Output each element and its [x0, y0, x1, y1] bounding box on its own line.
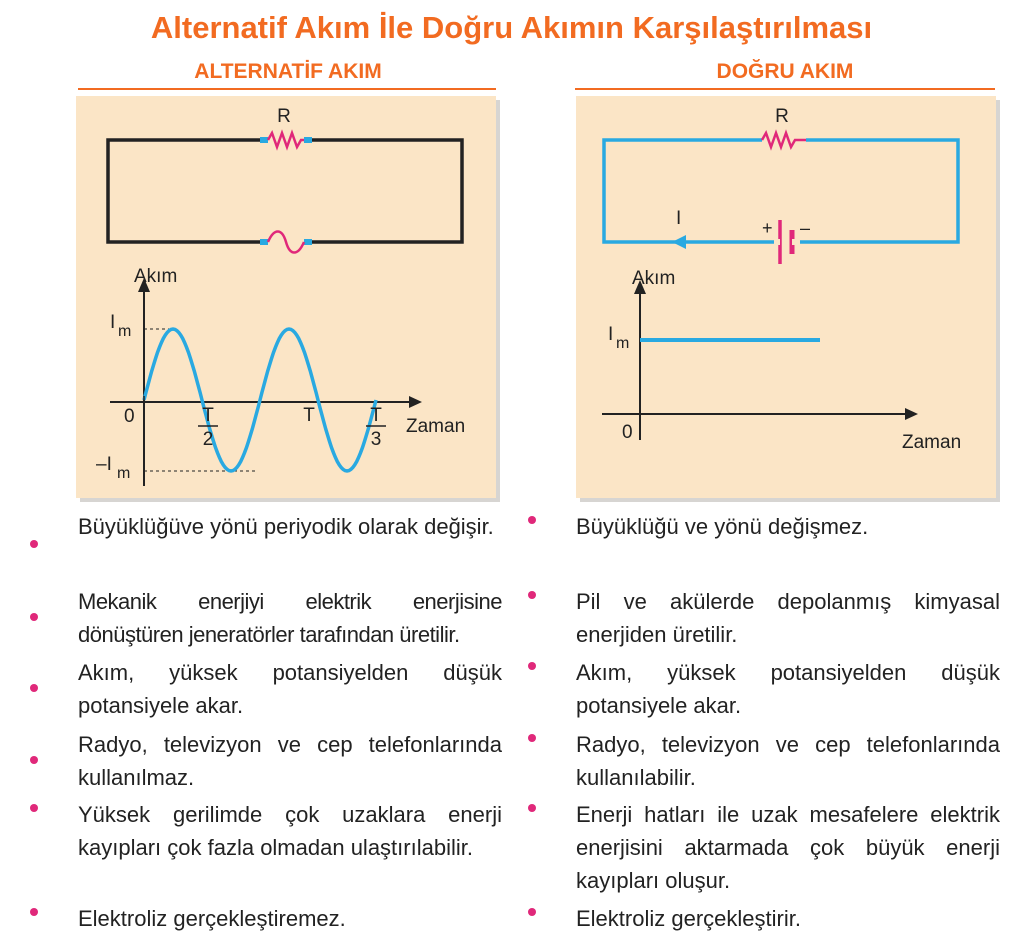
ac-source-icon — [268, 232, 304, 253]
ac-diagram — [76, 96, 496, 498]
ac-origin-label: 0 — [124, 406, 135, 427]
ac-resistor-label: R — [277, 106, 291, 127]
ac-tick-t-third-num: T — [370, 405, 382, 426]
bullet-icon — [30, 684, 38, 692]
dc-heading: DOĞRU AKIM — [716, 60, 854, 83]
ac-neg-im-subscript: m — [117, 465, 131, 482]
ac-source-terminal — [304, 239, 312, 245]
dc-point-text: Radyo, televizyon ve cep telefonlarında kullanılabilir. — [576, 732, 1000, 790]
dc-point-text: Akım, yüksek potansiyelden düşük potansiyele akar. — [576, 660, 1000, 718]
ac-tick-t-third-den: 3 — [370, 429, 382, 450]
dc-graph — [602, 268, 961, 453]
ac-neg-im-label: –I — [96, 454, 112, 475]
dc-current-label: I — [676, 208, 682, 229]
dc-point-text: Elektroliz gerçekleştirir. — [576, 906, 801, 931]
dc-diagram — [576, 96, 996, 498]
ac-circuit — [108, 106, 462, 253]
ac-point-text: Yüksek gerilimde çok uzaklara enerji kayıpları çok fazla olmadan ulaştırılabilir. — [78, 802, 502, 860]
page-title: Alternatif Akım İle Doğru Akımın Karşılaştırılması — [150, 10, 873, 45]
dc-circuit — [604, 106, 958, 264]
ac-resistor-terminal — [260, 137, 268, 143]
bullet-icon — [30, 613, 38, 621]
ac-y-axis-label: Akım — [134, 266, 178, 287]
bullet-icon — [528, 734, 536, 742]
battery-minus-label: – — [800, 218, 811, 238]
dc-heading-rule — [575, 88, 995, 90]
dc-im-subscript: m — [616, 335, 630, 352]
ac-im-subscript: m — [118, 323, 132, 340]
ac-point-text: Mekanik enerjiyi elektrik enerjisine dönüştüren jeneratörler tarafından üretilir. — [78, 589, 502, 647]
x-axis-arrow-icon — [905, 408, 918, 420]
dc-im-label: I — [608, 324, 614, 345]
x-axis-arrow-icon — [409, 396, 422, 408]
ac-point-text: Akım, yüksek potansiyelden düşük potansiyele akar. — [78, 660, 502, 718]
ac-tick-t-half-num: T — [202, 405, 214, 426]
bullet-icon — [528, 662, 536, 670]
ac-heading-rule — [78, 88, 496, 90]
bullet-icon — [528, 804, 536, 812]
bullet-icon — [30, 804, 38, 812]
bullet-icon — [528, 516, 536, 524]
dc-point-text: Pil ve akülerde depolanmış kimyasal enerjiden üretilir. — [576, 589, 1000, 647]
current-arrow-icon — [672, 235, 686, 249]
ac-heading: ALTERNATİF AKIM — [194, 60, 382, 83]
ac-source-terminal — [260, 239, 268, 245]
bullet-icon — [30, 908, 38, 916]
ac-sine-curve — [144, 329, 376, 471]
bullet-icon — [528, 591, 536, 599]
dc-origin-label: 0 — [622, 422, 633, 443]
ac-tick-t-half-den: 2 — [202, 429, 214, 450]
ac-diagram-panel — [76, 96, 496, 498]
dc-resistor-label: R — [775, 106, 789, 127]
dc-y-axis-label: Akım — [632, 268, 676, 289]
ac-point-text: Elektroliz gerçekleştiremez. — [78, 906, 346, 931]
ac-point-text: Büyüklüğüve yönü periyodik olarak değişir. — [78, 514, 494, 539]
dc-diagram-panel — [576, 96, 996, 498]
ac-graph — [96, 266, 465, 486]
ac-x-axis-label: Zaman — [406, 416, 466, 437]
dc-point-text: Büyüklüğü ve yönü değişmez. — [576, 514, 869, 539]
ac-im-label: I — [110, 312, 116, 333]
dc-point-text: Enerji hatları ile uzak mesafelere elektrik enerjisini aktarmada çok büyük enerji kayıpları oluşur. — [576, 802, 1000, 893]
ac-resistor-terminal — [304, 137, 312, 143]
resistor-icon — [762, 133, 806, 147]
ac-point-text: Radyo, televizyon ve cep telefonlarında kullanılmaz. — [78, 732, 502, 790]
bullet-icon — [30, 756, 38, 764]
bullet-icon — [528, 908, 536, 916]
battery-plus-label: + — [762, 218, 773, 238]
bullet-icon — [30, 540, 38, 548]
ac-tick-t-full: T — [303, 405, 315, 426]
resistor-icon — [268, 133, 304, 147]
dc-x-axis-label: Zaman — [902, 432, 962, 453]
